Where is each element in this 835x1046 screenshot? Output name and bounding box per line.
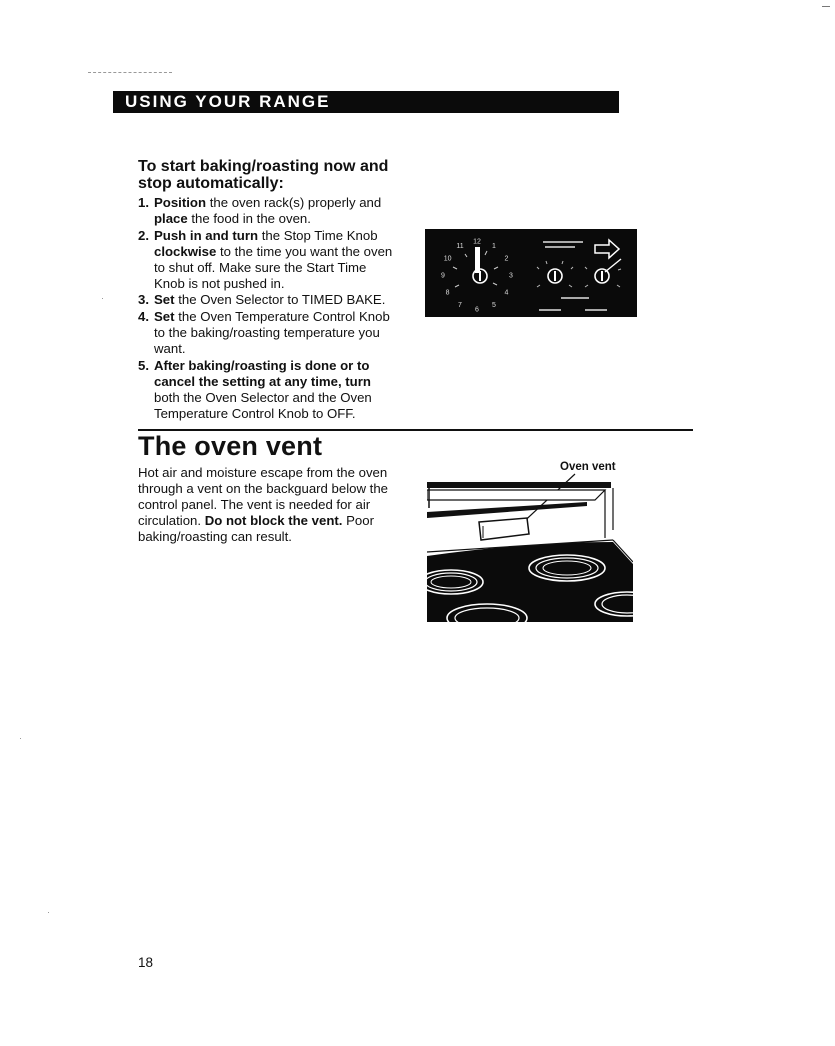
step-item <box>138 228 400 292</box>
step-item <box>138 358 400 422</box>
cooktop-surface <box>427 542 633 622</box>
dial-number: 3 <box>509 272 513 280</box>
scan-speck <box>102 298 103 299</box>
step-text: the Oven Selector to TIMED BAKE. <box>174 292 386 308</box>
step-number: 2. <box>138 227 149 243</box>
baking-heading: To start baking/roasting now and stop automatically: <box>138 158 389 192</box>
step-item <box>138 292 400 308</box>
control-panel-illustration <box>425 229 637 317</box>
dial-number: 8 <box>445 289 450 297</box>
step-text: the Oven Temperature Control Knob to the baking/roasting temperature you want. <box>154 309 390 357</box>
vent-warning-text: Do not block the vent. <box>204 512 343 528</box>
dial-number: 5 <box>492 301 496 309</box>
page-number: 18 <box>138 955 154 970</box>
vent-description <box>138 465 400 545</box>
scan-speck <box>20 738 21 739</box>
step-text: the Stop Time Knob <box>258 227 378 243</box>
scan-speck <box>48 912 49 913</box>
dial-number: 7 <box>458 301 462 309</box>
baking-steps <box>138 195 400 423</box>
dial-number: 11 <box>456 243 464 251</box>
dial-number: 9 <box>441 272 445 280</box>
step-bold-text: After baking/roasting is done or to cancel the setting at any time, turn <box>154 358 371 389</box>
step-bold-text: Set <box>154 309 175 325</box>
step-text: the food in the oven. <box>187 210 311 226</box>
scan-artifact <box>88 72 172 75</box>
step-item <box>138 195 400 227</box>
dial-number: 6 <box>475 306 479 314</box>
dial-number: 2 <box>504 255 509 263</box>
step-item <box>138 309 400 357</box>
step-text: to the time you want the oven to shut off. Make sure the Start Time Knob is not pushed in. <box>154 243 393 291</box>
step-bold-text: Set <box>154 292 175 308</box>
vent-body-text: Poor baking/roasting can result. <box>138 512 374 544</box>
dial-number: 10 <box>443 255 452 263</box>
vent-slot-icon <box>479 518 529 540</box>
dial-number: 4 <box>504 289 509 297</box>
dial-number: 1 <box>492 243 496 251</box>
step-bold-text: place <box>154 210 188 226</box>
step-text: the oven rack(s) properly and <box>206 195 382 210</box>
step-number: 1. <box>138 195 149 210</box>
step-number: 5. <box>138 358 149 374</box>
scan-mark <box>822 6 830 7</box>
step-text: both the Oven Selector and the Oven Temperature Control Knob to OFF. <box>154 389 372 421</box>
step-number: 4. <box>138 309 149 325</box>
dial-number: 12 <box>473 238 481 246</box>
oven-vent-illustration <box>427 460 633 622</box>
step-bold-text: clockwise <box>154 243 217 259</box>
backguard-top <box>427 482 611 488</box>
step-bold-text: Position <box>154 195 207 210</box>
vent-figure-label: Oven vent <box>560 461 616 473</box>
vent-section-title: The oven vent <box>138 431 323 461</box>
step-bold-text: Push in and turn <box>154 227 259 243</box>
step-number: 3. <box>138 292 149 308</box>
section-banner: USING YOUR RANGE <box>113 91 619 113</box>
vent-body-text: Hot air and moisture escape from the oven through a vent on the backguard below the control panel. The vent is needed for air circulation. <box>138 465 389 528</box>
